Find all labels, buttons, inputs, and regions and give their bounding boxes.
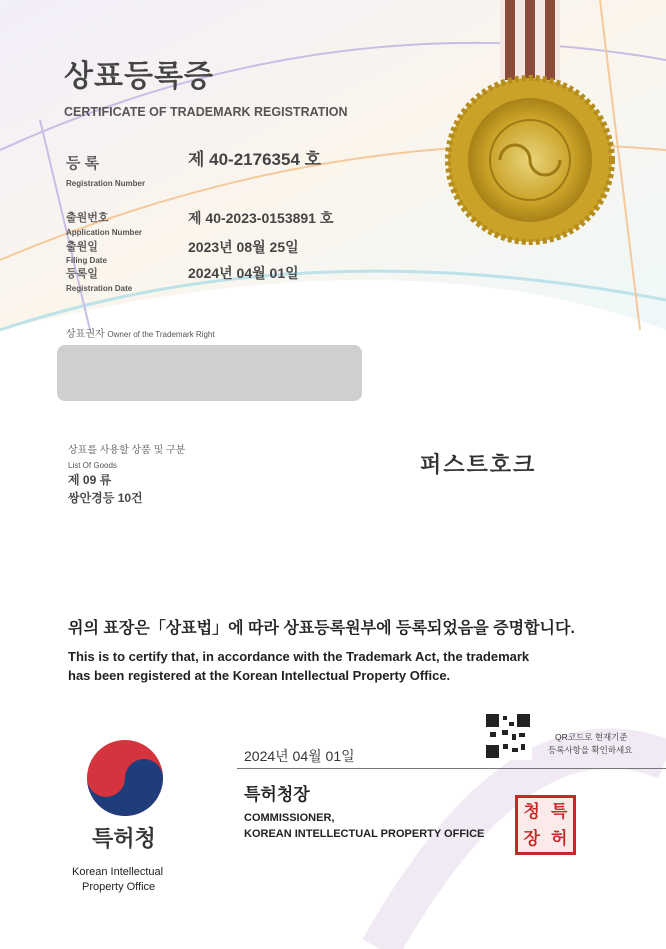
qr-note-1: QR코드로 현재기준 — [555, 733, 628, 743]
registration-label-en: Registration Number — [66, 179, 145, 188]
statement-en-1: This is to certify that, in accordance with the Trademark Act, the trademark — [68, 650, 529, 665]
signer-en-1: COMMISSIONER, — [244, 812, 334, 825]
seal-char: 청 — [518, 798, 546, 825]
registration-number: 제 40-2176354 호 — [188, 150, 321, 170]
seal-char: 장 — [518, 825, 546, 852]
filing-date: 2023년 08월 25일 — [188, 239, 299, 255]
owner-label — [66, 329, 215, 341]
goods-label-en: List Of Goods — [68, 461, 117, 470]
goods-label: 상표를 사용할 상품 및 구분 — [68, 445, 185, 457]
qr-note-2: 등록사항을 확인하세요 — [548, 746, 632, 756]
signer-en-2: KOREAN INTELLECTUAL PROPERTY OFFICE — [244, 828, 484, 841]
seal-char: 허 — [546, 825, 574, 852]
owner-redacted — [57, 345, 362, 401]
registration-label: 등 록 — [66, 155, 99, 172]
application-label: 출원번호 — [66, 212, 109, 225]
statement-ko: 위의 표장은「상표법」에 따라 상표등록원부에 등록되었음을 증명합니다. — [68, 620, 575, 638]
registration-date: 2024년 04월 01일 — [188, 265, 299, 281]
certificate-subtitle: CERTIFICATE OF TRADEMARK REGISTRATION — [64, 105, 348, 119]
statement-en-2: has been registered at the Korean Intellectual Property Office. — [68, 669, 450, 684]
logo-name-en-1: Korean Intellectual — [72, 866, 163, 879]
certificate-title: 상표등록증 — [64, 60, 214, 95]
divider — [237, 768, 666, 769]
trademark-text: 퍼스트호크 — [420, 452, 536, 477]
logo-name-ko: 특허청 — [92, 826, 156, 851]
filing-date-label-en: Filing Date — [66, 256, 107, 265]
goods-class: 제 09 류 — [68, 474, 111, 488]
owner-label-en: Owner of the Trademark Right — [107, 330, 214, 339]
signer-ko: 특허청장 — [244, 785, 310, 805]
registration-date-label: 등록일 — [66, 268, 98, 281]
seal-char: 특 — [546, 798, 574, 825]
owner-label-ko: 상표권자 — [66, 329, 105, 340]
issue-date: 2024년 04월 01일 — [244, 748, 355, 764]
logo-name-en-2: Property Office — [82, 881, 155, 894]
official-seal-stamp — [515, 795, 576, 855]
qr-code[interactable] — [484, 712, 532, 760]
registration-date-label-en: Registration Date — [66, 284, 132, 293]
kipo-logo-icon — [87, 740, 163, 816]
goods-items: 쌍안경등 10건 — [68, 492, 143, 506]
filing-date-label: 출원일 — [66, 241, 98, 254]
application-label-en: Application Number — [66, 228, 142, 237]
application-number: 제 40-2023-0153891 호 — [188, 210, 333, 226]
